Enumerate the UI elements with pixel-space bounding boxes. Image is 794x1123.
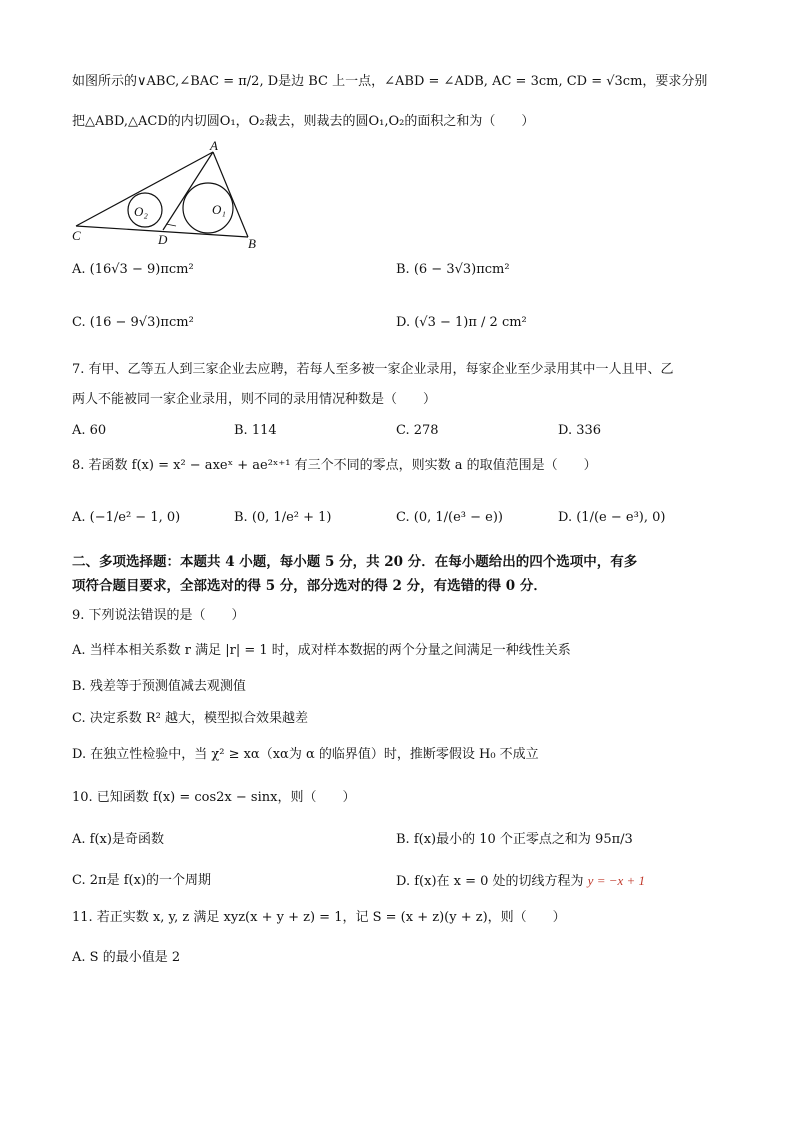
q9-option-a: A. 当样本相关系数 r 满足 |r| = 1 时，成对样本数据的两个分量之间满足一种线性关系 [72, 643, 571, 658]
q7-option-c: C. 278 [396, 423, 439, 438]
q8-option-b: B. (0, 1/e² + 1) [234, 510, 332, 525]
vertex-a-label: A [210, 140, 218, 153]
q6-triangle-figure [70, 140, 270, 252]
q11-stem: 11. 若正实数 x, y, z 满足 xyz(x + y + z) = 1，记 S = (x + z)(y + z)，则（ ） [72, 910, 566, 925]
q8-option-c: C. (0, 1/(e³ − e)) [396, 510, 503, 525]
q9-option-c: C. 决定系数 R² 越大，模型拟合效果越差 [72, 711, 309, 726]
q7-stem-line2: 两人不能被同一家企业录用，则不同的录用情况种数是（ ） [72, 392, 437, 407]
q11-option-a: A. S 的最小值是 2 [72, 950, 181, 965]
q7-stem-line1: 7. 有甲、乙等五人到三家企业去应聘，若每人至多被一家企业录用，每家企业至少录用其中一人且甲、乙 [72, 362, 674, 377]
q6-option-b: B. (6 − 3√3)πcm² [396, 262, 510, 277]
q8-option-a: A. (−1/e² − 1, 0) [72, 510, 181, 525]
q10-option-d [396, 871, 645, 892]
q10-option-a: A. f(x)是奇函数 [72, 832, 164, 847]
section2-heading-line2: 项符合题目要求，全部选对的得 5 分，部分选对的得 2 分，有选错的得 0 分． [72, 578, 547, 594]
q8-stem: 8. 若函数 f(x) = x² − axeˣ + ae²ˣ⁺¹ 有三个不同的零点，则实数 a 的取值范围是（ ） [72, 458, 597, 473]
q9-stem: 9. 下列说法错误的是（ ） [72, 608, 245, 623]
q7-option-b: B. 114 [234, 423, 277, 438]
q10-stem: 10. 已知函数 f(x) = cos2x − sinx，则（ ） [72, 790, 356, 805]
vertex-b-label: B [248, 236, 256, 251]
q8-option-d: D. (1/(e − e³), 0) [558, 510, 666, 525]
vertex-d-label: D [158, 232, 168, 247]
q10-option-d-prefix: D. f(x)在 x = 0 处的切线方程为 [396, 874, 588, 889]
q7-option-d: D. 336 [558, 423, 602, 438]
q10-option-b: B. f(x)最小的 10 个正零点之和为 95π/3 [396, 832, 633, 847]
vertex-c-label: C [72, 228, 81, 243]
q6-option-c: C. (16 − 9√3)πcm² [72, 315, 194, 330]
q7-option-a: A. 60 [72, 423, 107, 438]
q10-option-d-tangent: y = −x + 1 [587, 873, 646, 888]
q6-stem-line2: 把△ABD,△ACD的内切圆O₁，O₂裁去，则裁去的圆O₁,O₂的面积之和为（ ） [72, 114, 535, 129]
q6-option-d: D. (√3 − 1)π / 2 cm² [396, 315, 527, 330]
q10-option-c: C. 2π是 f(x)的一个周期 [72, 873, 211, 888]
q6-option-a: A. (16√3 − 9)πcm² [72, 262, 194, 277]
circle-o1-label: O₁ [212, 202, 226, 217]
circle-o2-label: O₂ [134, 204, 148, 219]
section2-heading-line1: 二、多项选择题：本题共 4 小题，每小题 5 分，共 20 分．在每小题给出的四个选项中，有多 [72, 554, 638, 570]
q9-option-d: D. 在独立性检验中，当 χ² ≥ xα（xα为 α 的临界值）时，推断零假设 H₀ 不成立 [72, 747, 539, 762]
q6-stem-line1: 如图所示的∨ABC,∠BAC = π/2, D是边 BC 上一点，∠ABD = ∠ADB, AC = 3cm, CD = √3cm，要求分别 [72, 74, 708, 89]
q9-option-b: B. 残差等于预测值减去观测值 [72, 679, 246, 694]
